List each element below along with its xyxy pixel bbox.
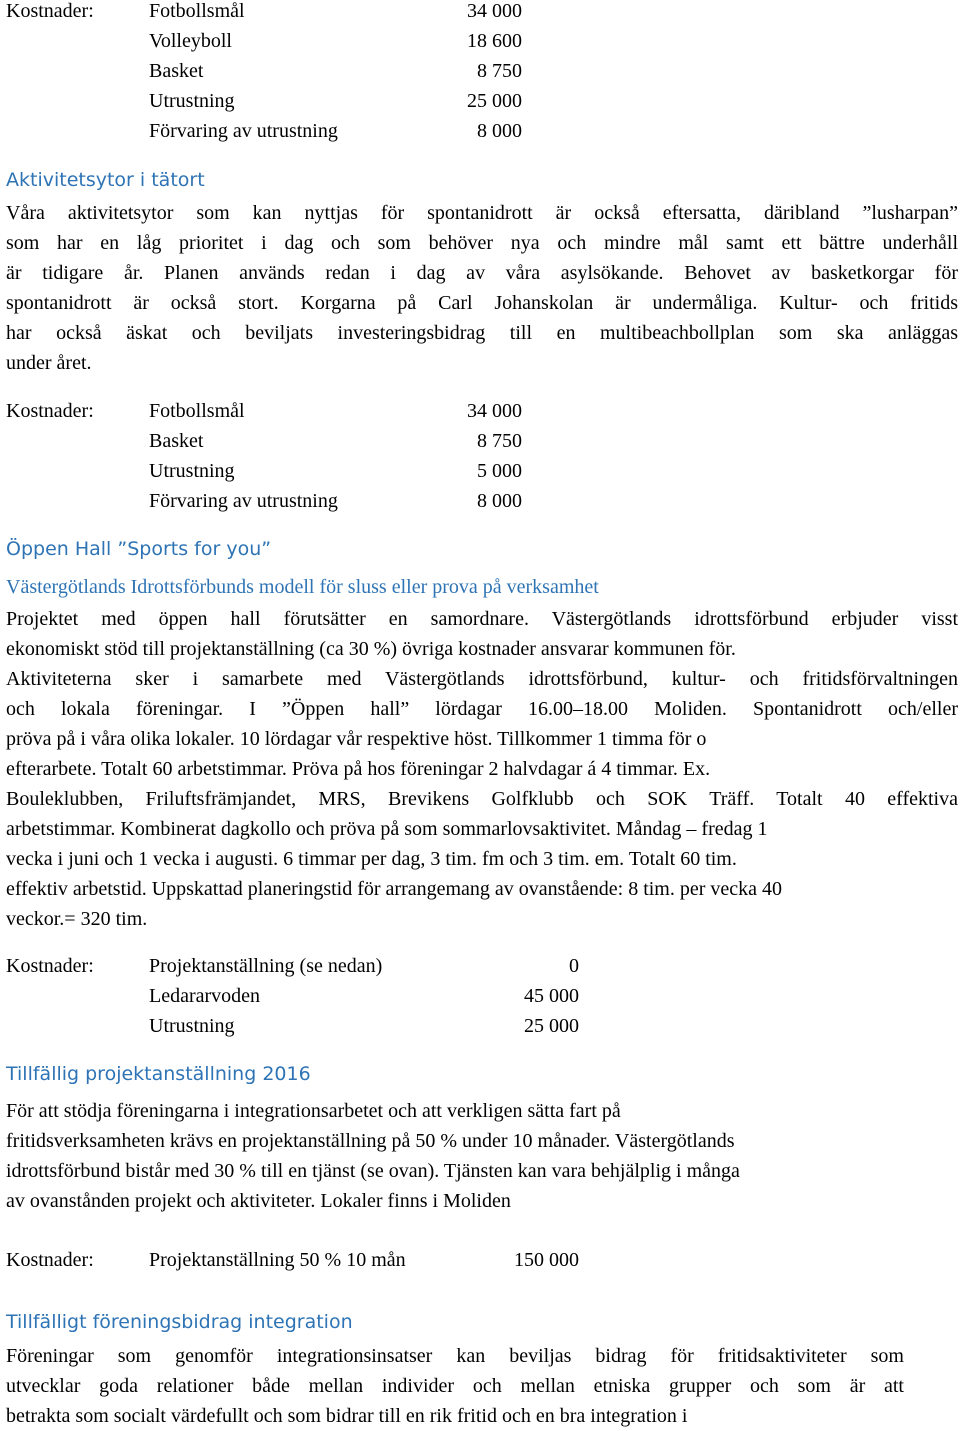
section-heading-activity: Aktivitetsytor i tätort	[6, 169, 205, 191]
cost-item: Projektanställning 50 % 10 mån	[149, 1249, 406, 1271]
text-line: och lokala föreningar. I ”Öppen hall” lördagar 16.00–18.00 Moliden. Spontanidrott och/eller	[6, 698, 958, 720]
cost-item: Projektanställning (se nedan)	[149, 955, 383, 977]
text-line: under året.	[6, 352, 92, 374]
text-line: betrakta som socialt värdefullt och som bidrar till en rik fritid och en bra integration i	[6, 1405, 688, 1427]
cost-amount: 8 750	[477, 60, 522, 82]
section-subheading-open-hall: Västergötlands Idrottsförbunds modell för sluss eller prova på verksamhet	[6, 576, 599, 598]
cost-label: Kostnader:	[6, 400, 94, 422]
cost-label: Kostnader:	[6, 0, 94, 22]
paragraph-open-hall	[6, 604, 958, 934]
section-heading-open-hall: Öppen Hall ”Sports for you”	[6, 538, 272, 560]
cost-item: Utrustning	[149, 90, 235, 112]
text-line: har också äskat och beviljats investeringsbidrag till en multibeachbollplan som ska anläggas	[6, 322, 958, 344]
text-line: fritidsverksamheten krävs en projektanställning på 50 % under 10 månader. Västergötlands	[6, 1130, 735, 1152]
text-line: Projektet med öppen hall förutsätter en samordnare. Västergötlands idrottsförbund erbjuder visst	[6, 608, 958, 630]
text-line: Våra aktivitetsytor som kan nyttjas för spontanidrott är också eftersatta, däribland ”lusharpan”	[6, 202, 958, 224]
text-line: pröva på i våra olika lokaler. 10 lördagar vår respektive höst. Tillkommer 1 timma för o	[6, 728, 707, 750]
cost-amount: 18 600	[467, 30, 522, 52]
cost-amount: 150 000	[514, 1249, 579, 1271]
paragraph-integration-grant	[6, 1341, 904, 1431]
cost-item: Fotbollsmål	[149, 0, 245, 22]
text-line: vecka i juni och 1 vecka i augusti. 6 timmar per dag, 3 tim. fm och 3 tim. em. Totalt 60 tim.	[6, 848, 737, 870]
cost-item: Basket	[149, 430, 204, 452]
cost-item: Volleyboll	[149, 30, 232, 52]
text-line: är tidigare år. Planen används redan i dag av våra asylsökande. Behovet av basketkorgar för	[6, 262, 958, 284]
text-line: Föreningar som genomför integrationsinsatser kan beviljas bidrag för fritidsaktiviteter som	[6, 1345, 904, 1367]
section-heading-integration-grant: Tillfälligt föreningsbidrag integration	[6, 1311, 353, 1333]
text-line: Aktiviteterna sker i samarbete med Västergötlands idrottsförbund, kultur- och fritidsförvaltningen	[6, 668, 958, 690]
cost-amount: 34 000	[467, 400, 522, 422]
text-line: arbetstimmar. Kombinerat dagkollo och pröva på som sommarlovsaktivitet. Måndag – fredag 1	[6, 818, 768, 840]
text-line: För att stödja föreningarna i integrationsarbetet och att verkligen sätta fart på	[6, 1100, 621, 1122]
text-line: idrottsförbund bistår med 30 % till en tjänst (se ovan). Tjänsten kan vara behjälplig i många	[6, 1160, 740, 1182]
text-line: effektiv arbetstid. Uppskattad planeringstid för arrangemang av ovanstående: 8 tim. per vecka 40	[6, 878, 783, 900]
text-line: av ovanstånden projekt och aktiviteter. Lokaler finns i Moliden	[6, 1190, 511, 1212]
text-line: utvecklar goda relationer både mellan individer och mellan etniska grupper och som är att	[6, 1375, 904, 1397]
cost-amount: 8 000	[477, 490, 522, 512]
cost-item: Utrustning	[149, 460, 235, 482]
text-line: efterarbete. Totalt 60 arbetstimmar. Pröva på hos föreningar 2 halvdagar á 4 timmar. Ex.	[6, 758, 711, 780]
cost-amount: 45 000	[524, 985, 579, 1007]
cost-item: Förvaring av utrustning	[149, 490, 338, 512]
text-line: Bouleklubben, Friluftsfrämjandet, MRS, Brevikens Golfklubb och SOK Träff. Totalt 40 effektiva	[6, 788, 958, 810]
cost-amount: 34 000	[467, 0, 522, 22]
section-heading-temp-employment: Tillfällig projektanställning 2016	[6, 1063, 311, 1085]
cost-amount: 5 000	[477, 460, 522, 482]
cost-item: Ledararvoden	[149, 985, 261, 1007]
cost-label: Kostnader:	[6, 955, 94, 977]
cost-amount: 25 000	[467, 90, 522, 112]
paragraph-temp-employment	[6, 1096, 958, 1216]
cost-amount: 8 750	[477, 430, 522, 452]
cost-item: Fotbollsmål	[149, 400, 245, 422]
text-line: spontanidrott är också stort. Korgarna på Carl Johanskolan är undermåliga. Kultur- och fritids	[6, 292, 958, 314]
text-line: ekonomiskt stöd till projektanställning (ca 30 %) övriga kostnader ansvarar kommunen för.	[6, 638, 736, 660]
paragraph-activity	[6, 198, 958, 378]
cost-label: Kostnader:	[6, 1249, 94, 1271]
cost-item: Utrustning	[149, 1015, 235, 1037]
cost-amount: 8 000	[477, 120, 522, 142]
text-line: veckor.= 320 tim.	[6, 908, 148, 930]
cost-item: Basket	[149, 60, 204, 82]
cost-amount: 25 000	[524, 1015, 579, 1037]
cost-item: Förvaring av utrustning	[149, 120, 338, 142]
text-line: som har en låg prioritet i dag och som behöver nya och mindre mål samt ett bättre underhåll	[6, 232, 958, 254]
cost-amount: 0	[569, 955, 579, 977]
